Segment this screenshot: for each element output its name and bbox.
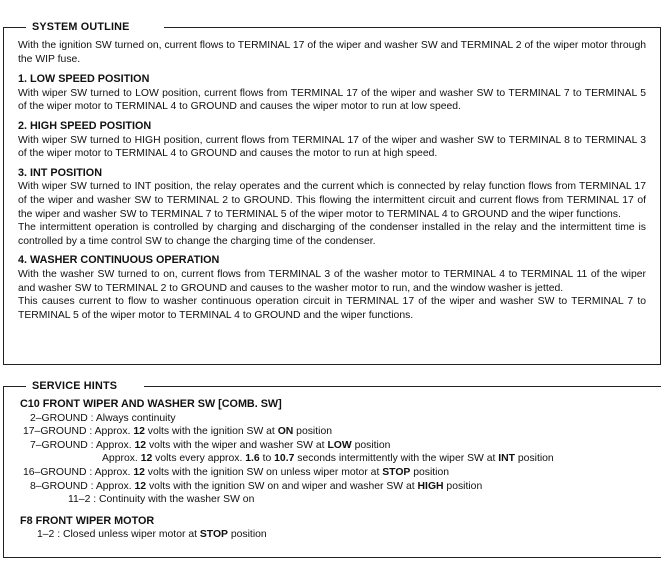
hint-row-8-ground: 8–GROUND : Approx. 12 volts with the ignition SW on and wiper and washer SW at HIGH position [30,480,483,492]
hint-row-1-2: 1–2 : Closed unless wiper motor at STOP position [37,529,267,541]
section-text-int-2: The intermittent operation is controlled by charging and discharging of the condenser installed in the relay and the intermittent time is controlled by a time control SW to change the charging time of the condenser. [18,222,646,247]
c10-heading: C10 FRONT WIPER AND WASHER SW [COMB. SW] [20,398,282,410]
section-text-int-1: With wiper SW turned to INT position, the relay operates and the current which is connected by relay function flows from TERMINAL 17 of the wiper and washer SW to TERMINAL 2 to GROUND. This flowing the intermittent circuit and current flows from TERMINAL 17 of the wiper and washer SW to TERMINAL 7 to TERMINAL 5 of the wiper motor to TERMINAL 4 to GROUND and the wiper functions. [18,181,646,220]
system-outline-box [3,21,661,365]
service-hints-content [20,398,657,542]
section-text-high-speed: With wiper SW turned to HIGH position, current flows from TERMINAL 17 of the wiper and washer SW to TERMINAL 8 to TERMINAL 3 of the wiper motor to TERMINAL 4 to GROUND and causes the motor to run at high speed. [18,134,646,160]
hint-row-7-ground-int: Approx. 12 volts every approx. 1.6 to 10.7 seconds intermittently with the wiper SW at INT position [102,453,554,465]
section-text-washer-1: With the washer SW turned to on, current flows from TERMINAL 3 of the washer motor to TERMINAL 4 to TERMINAL 11 of the wiper and washer SW to TERMINAL 2 to GROUND and causes to the washer motor to run, and the window washer is jetted. [18,268,646,294]
outline-intro: With the ignition SW turned on, current flows to TERMINAL 17 of the wiper and washer SW and TERMINAL 2 of the wiper motor through the WIP fuse. [18,40,646,65]
service-hints-title: SERVICE HINTS [26,379,144,393]
section-text-low-speed: With wiper SW turned to LOW position, current flows from TERMINAL 17 of the wiper and washer SW to TERMINAL 7 to TERMINAL 5 of the wiper motor to TERMINAL 4 to GROUND and causes the wiper motor to run at low speed. [18,87,646,113]
section-heading-washer: 4. WASHER CONTINUOUS OPERATION [18,254,220,267]
section-heading-int: 3. INT POSITION [18,166,102,179]
service-hints-box [3,380,661,558]
system-outline-title: SYSTEM OUTLINE [26,20,164,34]
hint-row-7-ground: 7–GROUND : Approx. 12 volts with the wiper and washer SW at LOW position [30,439,391,451]
hint-row-16-ground: 16–GROUND : Approx. 12 volts with the ignition SW on unless wiper motor at STOP position [23,466,450,478]
hint-row-17-ground: 17–GROUND : Approx. 12 volts with the ignition SW at ON position [23,426,332,438]
section-heading-high-speed: 2. HIGH SPEED POSITION [18,119,152,132]
section-text-washer-2: This causes current to flow to washer continuous operation circuit in TERMINAL 17 of the wiper and washer SW to TERMINAL 7 to TERMINAL 5 of the wiper motor to TERMINAL 4 to GROUND and the wiper functions. [18,296,646,321]
section-heading-low-speed: 1. LOW SPEED POSITION [18,73,150,86]
hint-row-2-ground: 2–GROUND : Always continuity [30,412,176,424]
f8-heading: F8 FRONT WIPER MOTOR [20,514,155,527]
hint-row-11-2: 11–2 : Continuity with the washer SW on [68,494,255,506]
system-outline-content [18,39,646,322]
